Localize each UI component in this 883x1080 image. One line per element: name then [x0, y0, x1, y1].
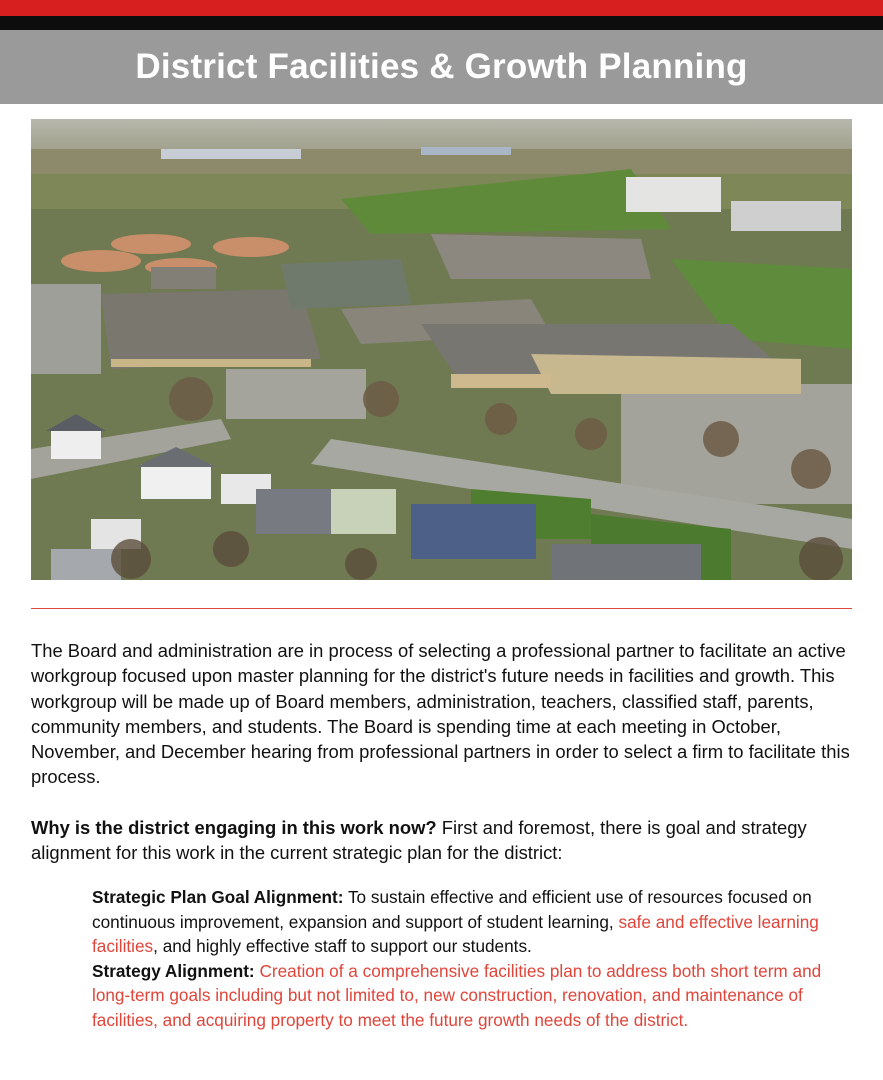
top-red-stripe: [0, 0, 883, 16]
header-banner: [0, 30, 883, 104]
why-answer: First and foremost, there is goal and strategy alignment for this work in the current strategic plan for the district:: [31, 816, 807, 864]
article-body: [31, 638, 861, 890]
strategy-alignment-label: Strategy Alignment:: [92, 960, 255, 981]
goal-alignment: [92, 885, 862, 959]
aerial-campus-photo: [31, 119, 852, 580]
why-paragraph: [31, 815, 861, 866]
goal-alignment-highlight: safe and effective learning facilities: [92, 911, 819, 957]
goal-alignment-text: To sustain effective and efficient use of resources focused on continuous improvement, expansion and support of student learning,: [92, 887, 812, 932]
strategy-alignment: [92, 959, 862, 1033]
intro-paragraph: The Board and administration are in process of selecting a professional partner to facilitate an active workgroup focused upon master planning for the district's future needs in facilities and growth. This workgroup will be made up of Board members, administration, teachers, classified staff, parents, community members, and students. The Board is spending time at each meeting in October, November, and December hearing from professional partners in order to select a firm to facilitate this process.: [31, 640, 850, 788]
page-title: District Facilities & Growth Planning: [135, 47, 748, 86]
top-black-stripe: [0, 16, 883, 30]
why-question: Why is the district engaging in this work now?: [31, 816, 437, 838]
alignment-block: [92, 885, 862, 1033]
aerial-photo-illustration: [31, 119, 852, 580]
goal-alignment-text-end: , and highly effective staff to support our students.: [153, 936, 532, 957]
section-divider: [31, 608, 852, 609]
strategy-alignment-highlight: Creation of a comprehensive facilities plan to address both short term and long-term goals including but not limited to, new construction, renovation, and maintenance of facilities, and acquiring property to meet the future growth needs of the district.: [92, 960, 822, 1030]
goal-alignment-label: Strategic Plan Goal Alignment:: [92, 887, 344, 907]
